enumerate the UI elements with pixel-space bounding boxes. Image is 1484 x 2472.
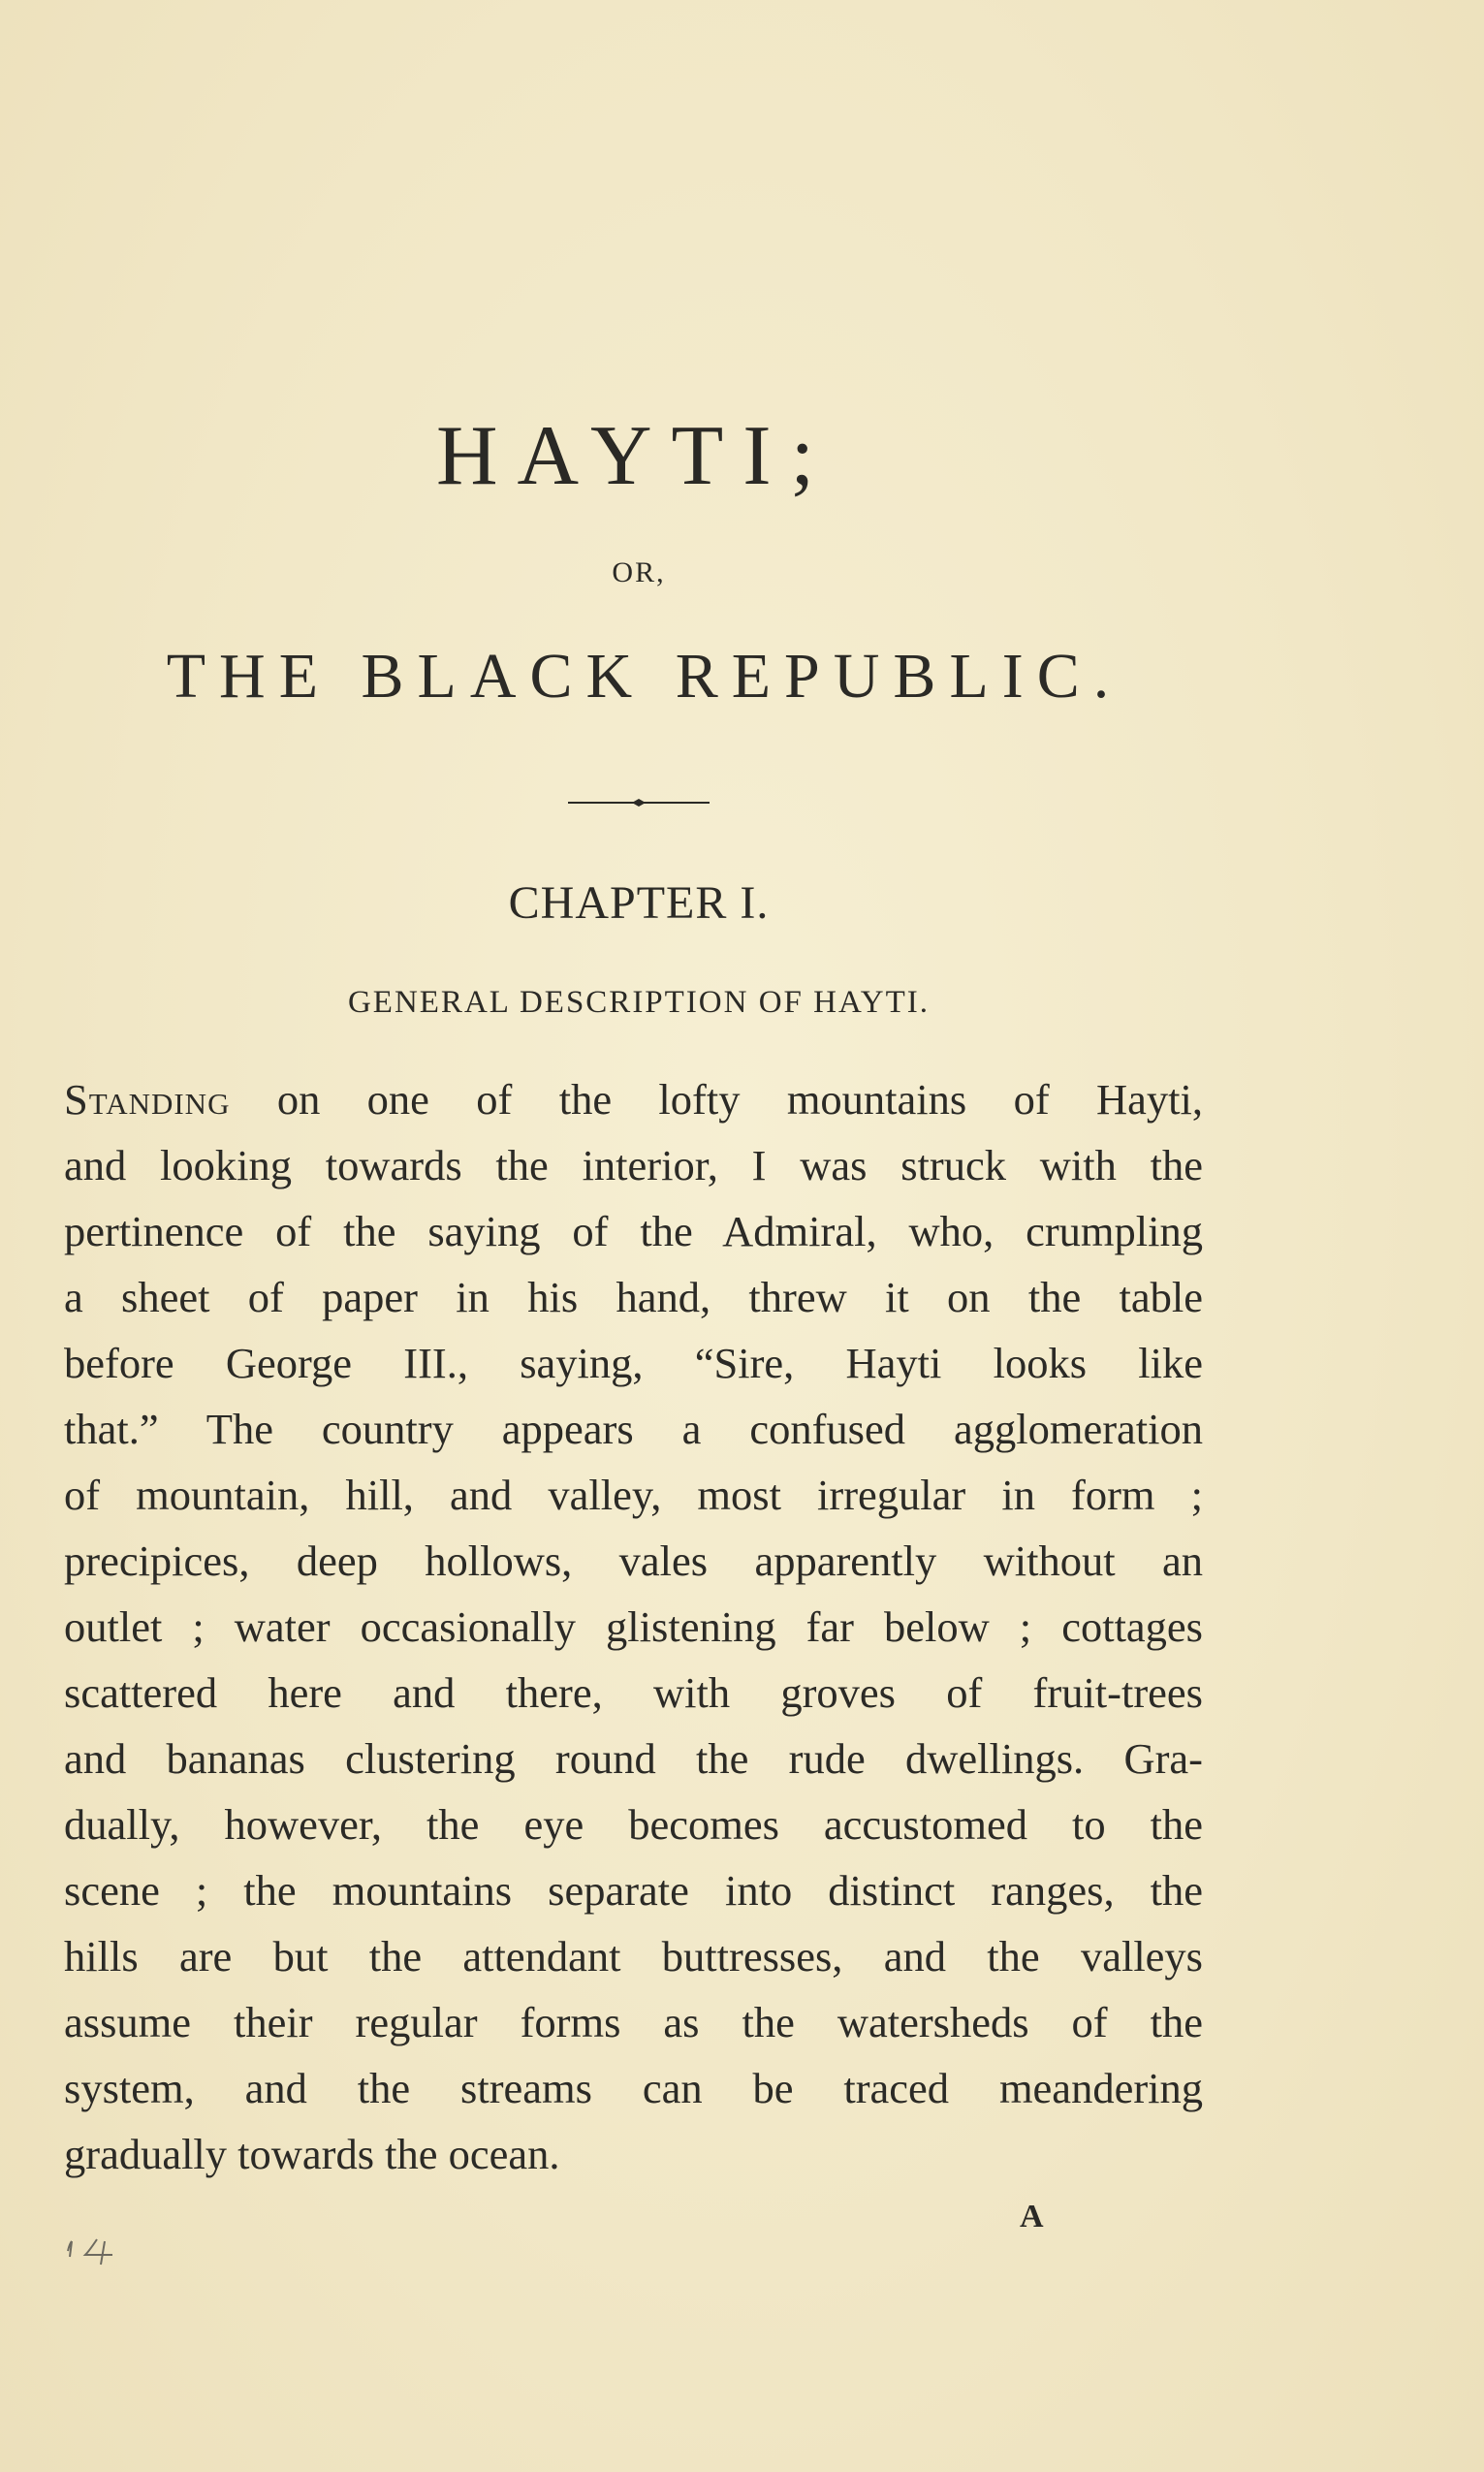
text-line: of mountain, hill, and valley, most irregular in form ; — [64, 1471, 1203, 1519]
text-line-content: on one of the lofty mountains of Hayti, — [230, 1075, 1203, 1124]
text-line: pertinence of the saying of the Admiral, who, crumpling — [64, 1207, 1203, 1255]
title-conjunction: OR, — [612, 556, 666, 588]
text-line: that.” The country appears a confused agglomeration — [64, 1405, 1203, 1453]
text-line: hills are but the attendant buttresses, and the valleys — [64, 1932, 1203, 1981]
text-line: before George III., saying, “Sire, Hayti looks like — [64, 1339, 1203, 1387]
text-line: assume their regular forms as the watersheds of the — [64, 1998, 1203, 2046]
signature-mark: A — [1020, 2199, 1044, 2234]
chapter-subtitle: GENERAL DESCRIPTION OF HAYTI. — [347, 985, 931, 1020]
chapter-heading: CHAPTER I. — [508, 877, 770, 929]
text-line: dually, however, the eye becomes accustomed to the — [64, 1800, 1203, 1849]
ornament-divider-icon — [568, 793, 710, 812]
body-paragraph — [64, 1066, 1203, 2187]
text-line: a sheet of paper in his hand, threw it on the table — [64, 1273, 1203, 1321]
text-line — [64, 1066, 1203, 1132]
text-line: precipices, deep hollows, vales apparently without an — [64, 1537, 1203, 1585]
book-title: HAYTI; — [435, 409, 835, 503]
text-line: system, and the streams can be traced meandering — [64, 2064, 1203, 2112]
text-line: and bananas clustering round the rude dwellings. Gra- — [64, 1734, 1203, 1783]
text-line: outlet ; water occasionally glistening far below ; cottages — [64, 1602, 1203, 1651]
opening-word: Standing — [64, 1075, 231, 1124]
handwritten-note-icon — [62, 2230, 130, 2268]
text-line: scattered here and there, with groves of fruit-trees — [64, 1668, 1203, 1717]
text-line: and looking towards the interior, I was struck with the — [64, 1141, 1203, 1189]
book-subtitle: THE BLACK REPUBLIC. — [166, 641, 1123, 712]
text-line: scene ; the mountains separate into distinct ranges, the — [64, 1866, 1203, 1915]
text-line: gradually towards the ocean. — [64, 2130, 560, 2178]
